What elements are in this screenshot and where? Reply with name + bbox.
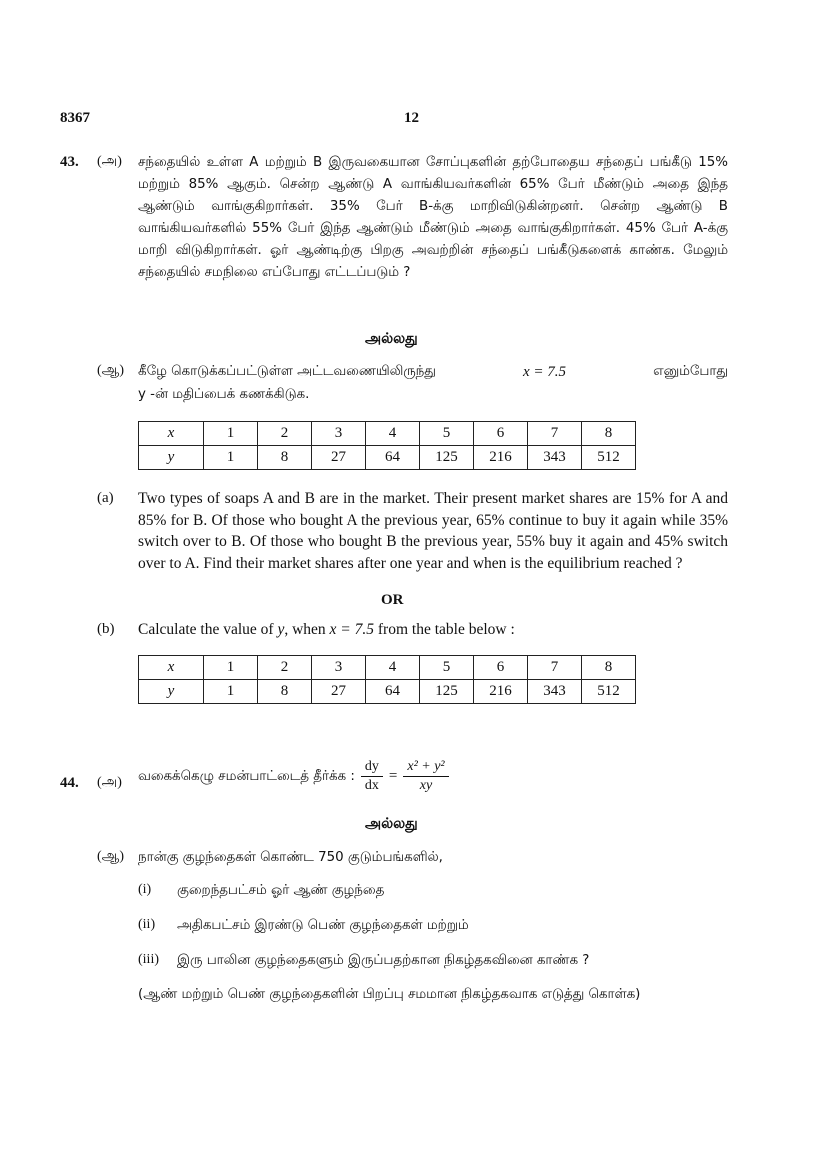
q43-a-text-ta: சந்தையில் உள்ள A மற்றும் B இருவகையான சோப்புகளின் தற்போதைய சந்தைப் பங்கீடு 15% மற்றும் 85% ஆகும். சென்ற ஆண்டு A வாங்கியவர்களின் 65% பேர் மீண்டும் அதை இந்த ஆண்டும் வாங்குகிறார்கள். 35% பேர் B-க்கு மாறிவிடுகின்றனர். சென்ற ஆண்டு B வாங்கியவர்களில் 55% பேர் இந்த ஆண்டும் மீண்டும் அதை வாங்குகிறார்கள். 45% பேர் A-க்கு மாறி விடுகிறார்கள். ஓர் ஆண்டிற்கு பிறகு அவற்றின் சந்தைப் பங்கீடுகளைக் காண்க. மேலும் சந்தையில் சமநிலை எப்போது எட்டப்படும் ? <box>138 155 728 280</box>
q44-a-line <box>138 758 449 795</box>
table-cell: 1 <box>204 422 258 446</box>
q43-or-ta: அல்லது <box>365 331 418 347</box>
q44-a-tag-ta: (அ) <box>97 775 122 790</box>
page-number: 12 <box>404 110 419 126</box>
table-cell: 216 <box>474 680 528 704</box>
values-table-ta <box>138 421 636 470</box>
table-cell: 2 <box>258 422 312 446</box>
q44-or-ta: அல்லது <box>365 816 418 832</box>
q43-b-text-ta-2: எனும்போது <box>653 364 728 379</box>
q43-a-tag-ta: (அ) <box>97 154 122 169</box>
table-cell: 8 <box>258 680 312 704</box>
table-cell: 3 <box>312 422 366 446</box>
table-cell: 5 <box>420 656 474 680</box>
table-cell: 6 <box>474 422 528 446</box>
table-y-label: y <box>139 446 204 470</box>
q44-b-tag-ta: (ஆ) <box>97 849 125 864</box>
fraction-denominator: dx <box>364 778 379 793</box>
rhs-fraction <box>403 758 448 795</box>
q43-a-text-en: Two types of soaps A and B are in the market. Their present market shares are 15% for A and 85% for B. Of those who bought A the previous year, 65% continue to buy it again while 35% switch over to B. Of those who bought B the previous year, 55% buy it again and 45% switch over to A. Find their market shares after one year and when is the equilibrium reached ? <box>138 490 728 572</box>
equals-sign: = <box>388 768 398 784</box>
q43-b-text-en-math: x = 7.5 <box>329 621 375 638</box>
question-44-number: 44. <box>60 775 79 791</box>
fraction-numerator: dy <box>361 758 383 777</box>
table-cell: 2 <box>258 656 312 680</box>
q43-b-text-en-2: , when <box>284 621 326 638</box>
table-x-label: x <box>139 422 204 446</box>
table-cell: 7 <box>528 656 582 680</box>
table-cell: 5 <box>420 422 474 446</box>
dy-dx-fraction <box>361 758 383 795</box>
table-cell: 27 <box>312 446 366 470</box>
q43-a-tag-en: (a) <box>97 490 114 506</box>
table-row-y <box>139 446 636 470</box>
q44-a-text-ta: வகைக்கெழு சமன்பாட்டைத் தீர்க்க : <box>138 768 355 784</box>
table-cell: 343 <box>528 680 582 704</box>
table-cell: 512 <box>582 680 636 704</box>
q44-item-2-label: (ii) <box>138 917 156 932</box>
table-cell: 6 <box>474 656 528 680</box>
table-row-x <box>139 422 636 446</box>
table-x-label: x <box>139 656 204 680</box>
table-cell: 512 <box>582 446 636 470</box>
table-cell: 4 <box>366 656 420 680</box>
question-43-number: 43. <box>60 154 79 170</box>
q44-item-1-label: (i) <box>138 882 152 897</box>
table-row-y <box>139 680 636 704</box>
table-cell: 3 <box>312 656 366 680</box>
table-cell: 1 <box>204 446 258 470</box>
table-cell: 7 <box>528 422 582 446</box>
table-cell: 216 <box>474 446 528 470</box>
q43-b-tag-en: (b) <box>97 621 115 637</box>
table-cell: 64 <box>366 446 420 470</box>
table-cell: 64 <box>366 680 420 704</box>
q43-b-line1-ta <box>138 361 728 383</box>
paper-code: 8367 <box>60 110 90 126</box>
q44-item-2-text: அதிகபட்சம் இரண்டு பெண் குழந்தைகள் மற்றும் <box>177 918 469 933</box>
q44-b-text-ta: நான்கு குழந்தைகள் கொண்ட 750 குடும்பங்களில், <box>138 850 443 865</box>
table-y-label: y <box>139 680 204 704</box>
table-cell: 8 <box>258 446 312 470</box>
q43-b-text-en-3: from the table below : <box>377 621 515 638</box>
q43-b-math-ta: x = 7.5 <box>522 364 567 380</box>
q43-or-en: OR <box>381 592 404 608</box>
table-cell: 125 <box>420 680 474 704</box>
q43-b-text-ta-3: y -ன் மதிப்பைக் கணக்கிடுக. <box>138 387 310 402</box>
table-cell: 343 <box>528 446 582 470</box>
table-cell: 4 <box>366 422 420 446</box>
q44-item-3-label: (iii) <box>138 952 159 967</box>
table-cell: 8 <box>582 422 636 446</box>
q44-item-1-text: குறைந்தபட்சம் ஓர் ஆண் குழந்தை <box>177 883 385 898</box>
q43-b-text-en-y: y <box>277 621 285 638</box>
table-cell: 1 <box>204 680 258 704</box>
table-cell: 125 <box>420 446 474 470</box>
table-cell: 1 <box>204 656 258 680</box>
table-row-x <box>139 656 636 680</box>
table-cell: 27 <box>312 680 366 704</box>
values-table-en <box>138 655 636 704</box>
q43-b-text-ta-1: கீழே கொடுக்கப்பட்டுள்ள அட்டவணையிலிருந்து <box>138 364 436 379</box>
q43-b-text-en-1: Calculate the value of <box>138 621 274 638</box>
q43-b-line-en <box>138 619 515 641</box>
q44-item-3-text: இரு பாலின குழந்தைகளும் இருப்பதற்கான நிகழ்தகவினை காண்க ? <box>177 953 590 968</box>
q44-note-ta: (ஆண் மற்றும் பெண் குழந்தைகளின் பிறப்பு சமமான நிகழ்தகவாக எடுத்து கொள்க) <box>138 987 641 1002</box>
table-cell: 8 <box>582 656 636 680</box>
fraction-numerator: x² + y² <box>403 758 448 777</box>
fraction-denominator: xy <box>419 778 433 793</box>
q43-b-tag-ta: (ஆ) <box>97 363 125 378</box>
